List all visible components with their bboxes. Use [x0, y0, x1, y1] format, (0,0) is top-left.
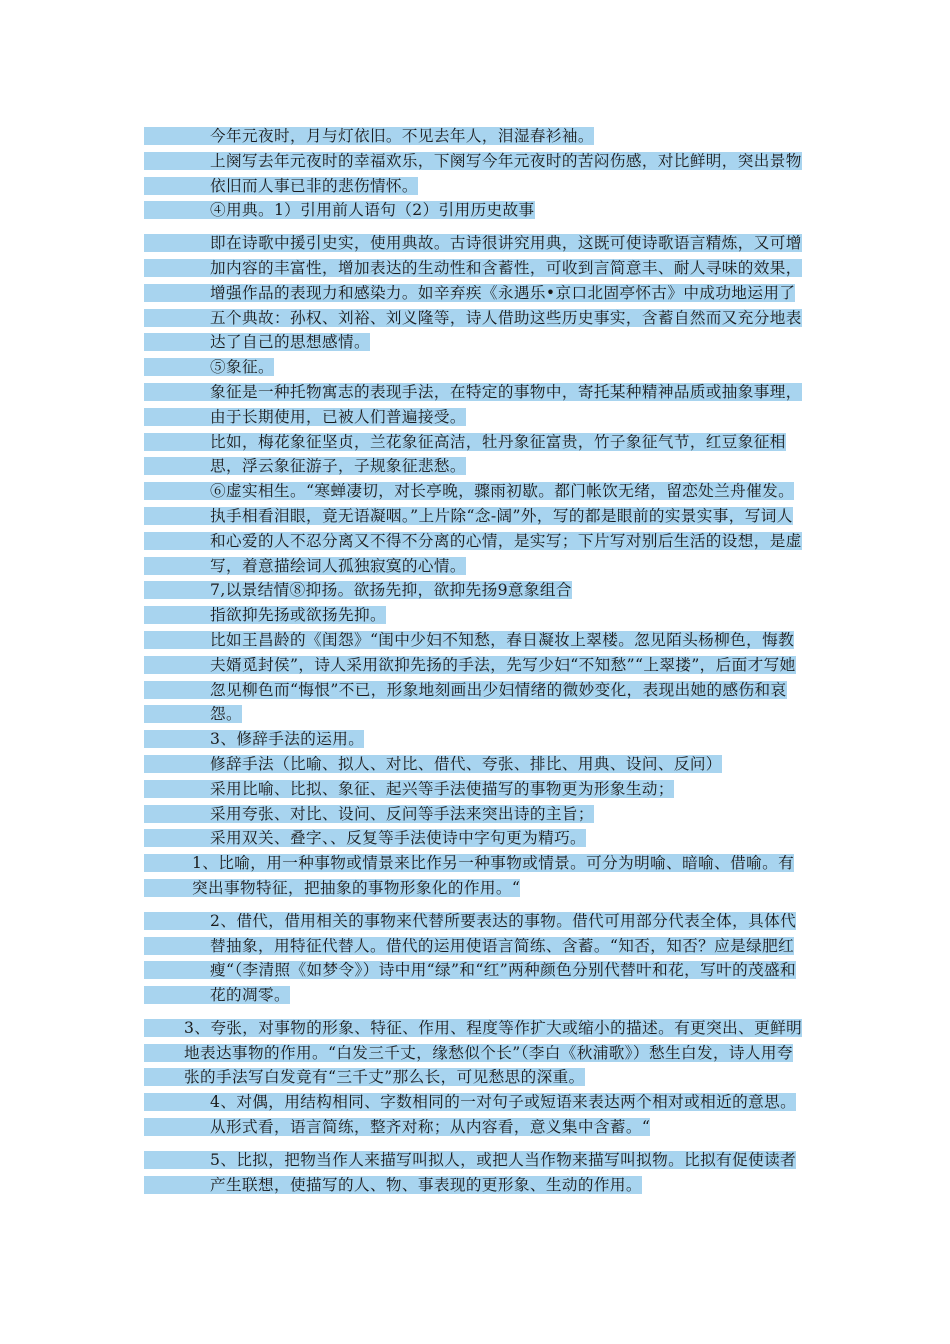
paragraph-13: [144, 752, 806, 777]
paragraph-10: [144, 603, 806, 628]
paragraph-16-text: 采用双关、叠字、、反复等手法使诗中字句更为精巧。: [144, 829, 586, 847]
paragraph-1-text: 今年元夜时，月与灯依旧。不见去年人，泪湿春衫袖。: [144, 127, 594, 145]
paragraph-4: [144, 231, 806, 355]
paragraph-17: [144, 851, 806, 901]
paragraph-12: [144, 727, 806, 752]
paragraph-15: [144, 802, 806, 827]
paragraph-13-text: 修辞手法（比喻、拟人、对比、借代、夸张、排比、用典、设问、反问）: [144, 755, 722, 773]
paragraph-21: [144, 1148, 806, 1198]
paragraph-5: [144, 355, 806, 380]
paragraph-6: [144, 380, 806, 430]
paragraph-16: [144, 826, 806, 851]
paragraph-4-text: 即在诗歌中援引史实，使用典故。古诗很讲究用典，这既可使诗歌语言精炼，又可增加内容的丰富性，增加表达的生动性和含蓄性，可收到言简意丰、耐人寻味的效果，增强作品的表现力和感染力。如辛弃疾《永遇乐•京口北固亭怀古》中成功地运用了五个典故：孙权、刘裕、刘义隆等，诗人借助这些历史事实，含蓄自然而又充分地表达了自己的思想感情。: [144, 234, 802, 351]
paragraph-9: [144, 578, 806, 603]
paragraph-9-text: 7,以景结情⑧抑扬。欲扬先抑，欲抑先扬9意象组合: [144, 581, 572, 599]
paragraph-14-text: 采用比喻、比拟、象征、起兴等手法使描写的事物更为形象生动；: [144, 780, 674, 798]
paragraph-6-text: 象征是一种托物寓志的表现手法，在特定的事物中，寄托某种精神品质或抽象事理，由于长期使用，已被人们普遍接受。: [144, 383, 802, 426]
paragraph-14: [144, 777, 806, 802]
paragraph-7-text: 比如，梅花象征坚贞，兰花象征高洁，牡丹象征富贵，竹子象征气节，红豆象征相思，浮云象征游子，子规象征悲愁。: [144, 433, 786, 476]
paragraph-8: [144, 479, 806, 578]
paragraph-5-text: ⑤象征。: [144, 358, 274, 376]
paragraph-18: [144, 909, 806, 1008]
paragraph-10-text: 指欲抑先扬或欲扬先抑。: [144, 606, 386, 624]
paragraph-2: [144, 149, 806, 199]
paragraph-20-text: 4、对偶，用结构相同、字数相同的一对句子或短语来表达两个相对或相近的意思。从形式看，语言简练，整齐对称；从内容看，意义集中含蓄。“: [144, 1093, 796, 1136]
paragraph-2-text: 上阕写去年元夜时的幸福欢乐，下阕写今年元夜时的苦闷伤感，对比鲜明，突出景物依旧而人事已非的悲伤情怀。: [144, 152, 802, 195]
paragraph-21-text: 5、比拟，把物当作人来描写叫拟人，或把人当作物来描写叫拟物。比拟有促使读者产生联想，使描写的人、物、事表现的更形象、生动的作用。: [144, 1151, 796, 1194]
paragraph-3-text: ④用典。1）引用前人语句（2）引用历史故事: [144, 201, 535, 219]
paragraph-11-text: 比如王昌龄的《闺怨》“闺中少妇不知愁，春日凝妆上翠楼。忽见陌头杨柳色，悔教夫婿觅封侯”，诗人采用欲抑先扬的手法，先写少妇“不知愁”“上翠搂”，后面才写她忽见柳色而“悔恨”不已，形象地刻画出少妇情绪的微妙变化，表现出她的感伤和哀怨。: [144, 631, 796, 723]
paragraph-8-text: ⑥虚实相生。“寒蝉凄切，对长亭晚，骤雨初歇。都门帐饮无绪，留恋处兰舟催发。执手相看泪眼，竟无语凝咽。”上片除“念-阔”外，写的都是眼前的实景实事，写词人和心爱的人不忍分离又不得不分离的心情，是实写；下片写对别后生活的设想，是虚写，着意描绘词人孤独寂寞的心情。: [144, 482, 802, 574]
paragraph-12-text: 3、修辞手法的运用。: [144, 730, 364, 748]
paragraph-18-text: 2、借代，借用相关的事物来代替所要表达的事物。借代可用部分代表全体，具体代替抽象，用特征代替人。借代的运用使语言简练、含蓄。“知否，知否？应是绿肥红瘦“（李清照《如梦令》）诗中用“绿”和“红”两种颜色分别代替叶和花，写叶的茂盛和花的凋零。: [144, 912, 796, 1004]
paragraph-19: [144, 1016, 806, 1090]
paragraph-17-text: 1、比喻，用一种事物或情景来比作另一种事物或情景。可分为明喻、暗喻、借喻。有突出事物特征，把抽象的事物形象化的作用。“: [144, 854, 794, 897]
paragraph-15-text: 采用夸张、对比、设问、反问等手法来突出诗的主旨；: [144, 805, 594, 823]
paragraph-7: [144, 430, 806, 480]
paragraph-3: [144, 198, 806, 223]
document-body: [144, 124, 806, 1197]
paragraph-20: [144, 1090, 806, 1140]
paragraph-19-text: 3、夸张，对事物的形象、特征、作用、程度等作扩大或缩小的描述。有更突出、更鲜明地表达事物的作用。“白发三千丈，缘愁似个长”（李白《秋浦歌》）愁生白发，诗人用夸张的手法写白发竟有“三千丈”那么长，可见愁思的深重。: [144, 1019, 802, 1087]
paragraph-1: [144, 124, 806, 149]
paragraph-11: [144, 628, 806, 727]
